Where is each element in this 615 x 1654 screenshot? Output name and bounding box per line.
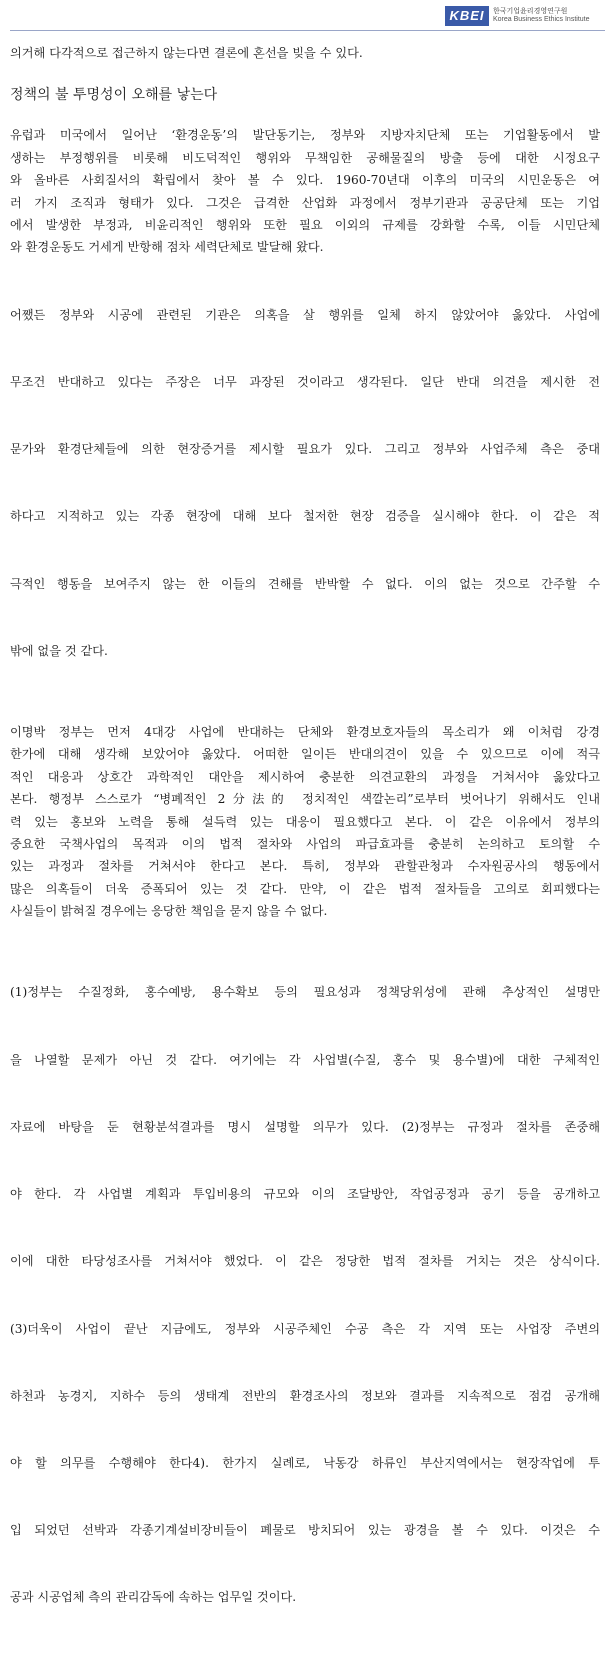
text-line: 사실들이 밝혀질 경우에는 응당한 책임을 묻지 않을 수 없다. (10, 904, 328, 919)
text-line: 와 올바른 사회질서의 확립에서 찾아 볼 수 있다. 1960-70년대 이후의 미국의 시민운동은 여 (10, 173, 600, 188)
kbei-logo: KBEI (445, 6, 489, 26)
text-line: 무조건 반대하고 있다는 주장은 너무 과장된 것이라고 생각된다. 일단 반대 의견을 제시한 전 (10, 374, 600, 389)
text-line: 와 환경운동도 거세게 반항해 점차 세력단체로 발달해 왔다. (10, 240, 324, 255)
text-line: 극적인 행동을 보여주지 않는 한 이들의 견해를 반박할 수 없다. 이의 없는 것으로 간주할 수 (10, 576, 600, 591)
text-line: 이에 대한 타당성조사를 거쳐서야 했었다. 이 같은 정당한 법적 절차를 거치는 것은 상식이다. (10, 1254, 600, 1269)
text-line: 중요한 국책사업의 목적과 이의 법적 절차와 사업의 파급효과를 충분히 논의하고 토의할 수 (10, 837, 600, 851)
text-line: 의거해 다각적으로 접근하지 않는다면 결론에 혼선을 빚을 수 있다. (10, 46, 363, 60)
text-line: 야 할 의무를 수행해야 한다4). 한가지 실례로, 낙동강 하류인 부산지역에서는 현장작업에 투 (10, 1455, 600, 1470)
text-line: 한가에 대해 생각해 보았어야 옳았다. 어떠한 일이든 반대의견이 있을 수 있으므로 이에 적극 (10, 747, 600, 762)
text-line: (1)정부는 수질정화, 홍수예방, 용수확보 등의 필요성과 정책당위성에 관해 추상적인 설명만 (10, 985, 600, 1000)
paragraph-1 (10, 124, 600, 258)
paragraph-2 (10, 259, 600, 707)
text-line: 생하는 부정행위를 비롯해 비도덕적인 행위와 무책임한 공해물질의 방출 등에 대한 시정요구 (10, 150, 600, 165)
intro-paragraph (10, 42, 600, 64)
institute-header (445, 6, 605, 28)
text-line: 을 나열할 문제가 아닌 것 같다. 여기에는 각 사업별(수질, 홍수 및 용수별)에 대한 구체적인 (10, 1052, 600, 1067)
text-line: 이명박 정부는 먼저 4대강 사업에 반대하는 단체와 환경보호자들의 목소리가 왜 이처럼 강경 (10, 724, 600, 739)
text-line: 어쨌든 정부와 시공에 관련된 기관은 의혹을 살 행위를 일체 하지 않았어야 옳았다. 사업에 (10, 307, 600, 322)
text-line: 력 있는 홍보와 노력을 통해 설득력 있는 대응이 필요했다고 본다. 이 같은 이유에서 정부의 (10, 814, 600, 829)
text-line: 입 되었던 선박과 각종기계설비장비들이 폐물로 방치되어 있는 광경을 볼 수 있다. 이것은 수 (10, 1523, 600, 1538)
text-line: 많은 의혹들이 더욱 증폭되어 있는 것 같다. 만약, 이 같은 법적 절차들을 고의로 회피했다는 (10, 881, 600, 896)
text-line: 러 가지 조직과 형태가 있다. 그것은 급격한 산업화 과정에서 정부기관과 공공단체 또는 기업 (10, 195, 600, 210)
text-line: 본다. 행정부 스스로가 “병폐적인 2分法的 정치적인 색깔논리”로부터 벗어나기 위해서도 인내 (10, 792, 600, 807)
paragraph-4 (10, 937, 600, 1654)
institute-name-korean: 한국기업윤리경영연구원 (493, 7, 568, 15)
text-line: 하다고 지적하고 있는 각종 현장에 대해 보다 철저한 현장 검증을 실시해야 한다. 이 같은 적 (10, 509, 600, 524)
text-line: 문가와 환경단체들에 의한 현장증거를 제시할 필요가 있다. 그리고 정부와 사업주체 측은 중대 (10, 442, 600, 457)
text-line: 유럽과 미국에서 일어난 ‘환경운동’의 발단동기는, 정부와 지방자치단체 또는 기업활동에서 발 (10, 128, 600, 143)
document-body (10, 42, 600, 1654)
text-line: 있는 과정과 절차를 거쳐서야 한다고 본다. 특히, 정부와 관할관청과 수자원공사의 행동에서 (10, 859, 600, 874)
header-divider (10, 30, 605, 31)
section-title: 정책의 불 투명성이 오해를 낳는다 (10, 87, 218, 104)
text-line: 밖에 없을 것 같다. (10, 643, 108, 658)
text-line: 공과 시공업체 측의 관리감독에 속하는 업무일 것이다. (10, 1590, 297, 1605)
text-line: 적인 대응과 상호간 과학적인 대안을 제시하여 충분한 의견교환의 과정을 거쳐서야 옳았다고 (10, 769, 600, 784)
text-line: 에서 발생한 부정과, 비윤리적인 행위와 또한 필요 이외의 규제를 강화할 수록, 이들 시민단체 (10, 218, 600, 233)
text-line: 야 한다. 각 사업별 계획과 투입비용의 규모와 이의 조달방안, 작업공정과 공기 등을 공개하고 (10, 1187, 600, 1202)
institute-name-english: Korea Business Ethics Institute (493, 16, 590, 23)
paragraph-3 (10, 721, 600, 923)
text-line: (3)더욱이 사업이 끝난 지금에도, 정부와 시공주체인 수공 측은 각 지역 또는 사업장 주변의 (10, 1321, 600, 1336)
text-line: 하천과 농경지, 지하수 등의 생태계 전반의 환경조사의 정보와 결과를 지속적으로 점검 공개해 (10, 1388, 600, 1403)
text-line: 자료에 바탕을 둔 현황분석결과를 명시 설명할 의무가 있다. (2)정부는 규정과 절차를 존중해 (10, 1119, 600, 1134)
